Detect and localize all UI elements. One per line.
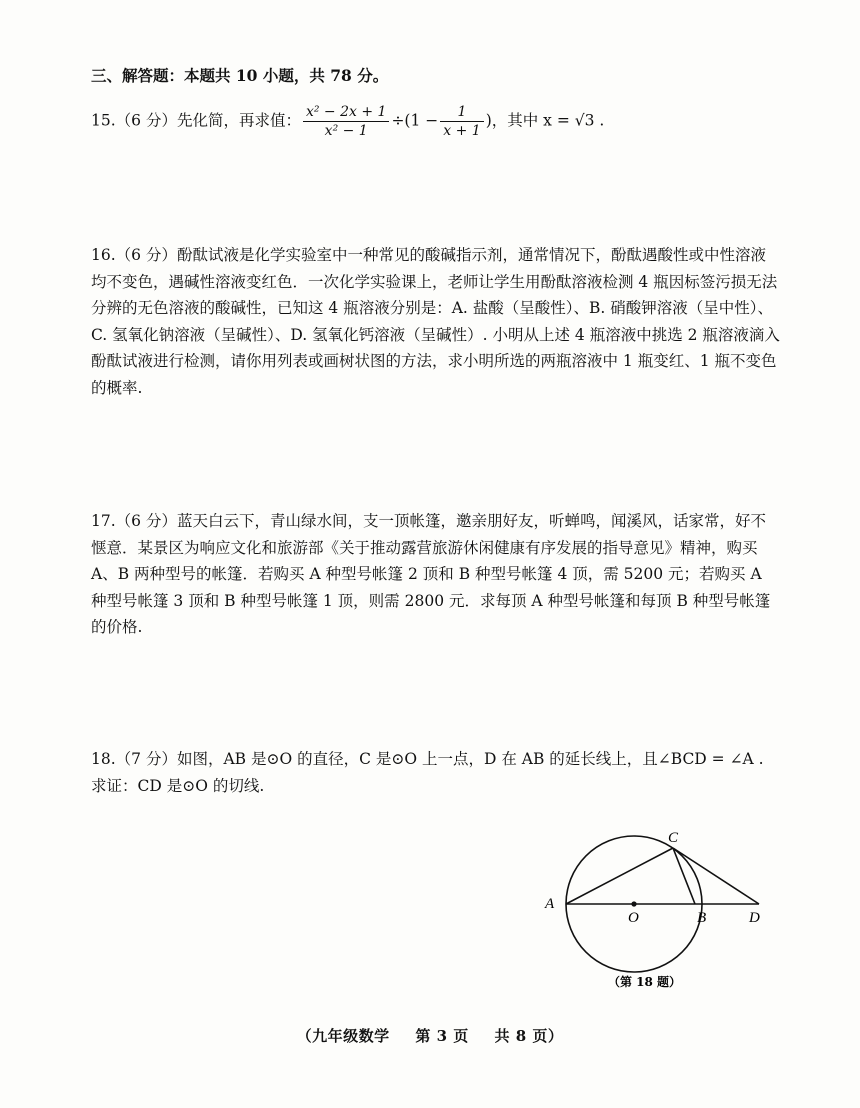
label-a: A (545, 896, 555, 912)
segment-ac (566, 848, 673, 904)
figure-18 (535, 818, 775, 1002)
q15-frac2-numerator: 1 (440, 104, 483, 122)
q15-frac1-numerator: x² − 2x + 1 (303, 104, 389, 122)
footer-subject: （九年级数学 (296, 1027, 390, 1045)
label-c: C (668, 830, 679, 846)
q15-suffix: )，其中 x = √3 . (485, 111, 605, 130)
q15-prefix: 15.（6 分）先化简，再求值： (91, 111, 301, 130)
label-b: B (697, 910, 707, 926)
section-title: 三、解答题：本题共 10 小题，共 78 分。 (91, 66, 389, 85)
question-18 (91, 746, 781, 799)
question-17: 17.（6 分）蓝天白云下，青山绿水间，支一顶帐篷，邀亲朋好友，听蝉鸣，闻溪风，话家常，好不惬意．某景区为响应文化和旅游部《关于推动露营旅游休闲健康有序发展的指导意见》精神，购买 A、B 两种型号的帐篷．若购买 A 种型号帐篷 2 顶和 B 种型号帐篷 4 顶，需 5200 元；若购买 A 种型号帐篷 3 顶和 B 种型号帐篷 1 顶，则需 2800 元．求每顶 A 种型号帐篷和每顶 B 种型号帐篷的价格. (91, 512, 771, 636)
figure-caption: （第 18 题） (608, 975, 682, 989)
question-16: 16.（6 分）酚酞试液是化学实验室中一种常见的酸碱指示剂，通常情况下，酚酞遇酸性或中性溶液均不变色，遇碱性溶液变红色．一次化学实验课上，老师让学生用酚酞溶液检测 4 瓶因标签污损无法分辨的无色溶液的酸碱性，已知这 4 瓶溶液分别是：A. 盐酸（呈酸性）、B. 硝酸钾溶液（呈中性）、C. 氢氧化钠溶液（呈碱性）、D. 氢氧化钙溶液（呈碱性）. 小明从上述 4 瓶溶液中挑选 2 瓶溶液滴入酚酞试液进行检测，请你用列表或画树状图的方法，求小明所选的两瓶溶液中 1 瓶变红、1 瓶不变色的概率. (91, 246, 780, 397)
center-point-o (631, 901, 636, 906)
q15-fraction-2 (440, 104, 483, 139)
footer-page: 第 3 页 (415, 1027, 469, 1045)
q15-frac2-denominator: x + 1 (443, 123, 481, 139)
circle-diagram (535, 818, 775, 998)
q18-line-2: 求证：CD 是⊙O 的切线. (91, 776, 265, 795)
footer-total: 共 8 页） (494, 1027, 564, 1045)
page-footer (0, 1025, 860, 1046)
segment-cd (673, 848, 759, 904)
segment-cb (673, 848, 695, 904)
q18-line-1: 18.（7 分）如图，AB 是⊙O 的直径，C 是⊙O 上一点，D 在 AB 的延长线上，且∠BCD = ∠A . (91, 750, 764, 768)
question-15 (91, 104, 781, 139)
label-d: D (749, 910, 760, 926)
q15-frac1-denominator: x² − 1 (324, 123, 368, 139)
q15-fraction-1 (303, 104, 389, 139)
q15-mid: ÷(1 − (391, 111, 439, 130)
label-o: O (628, 910, 639, 926)
